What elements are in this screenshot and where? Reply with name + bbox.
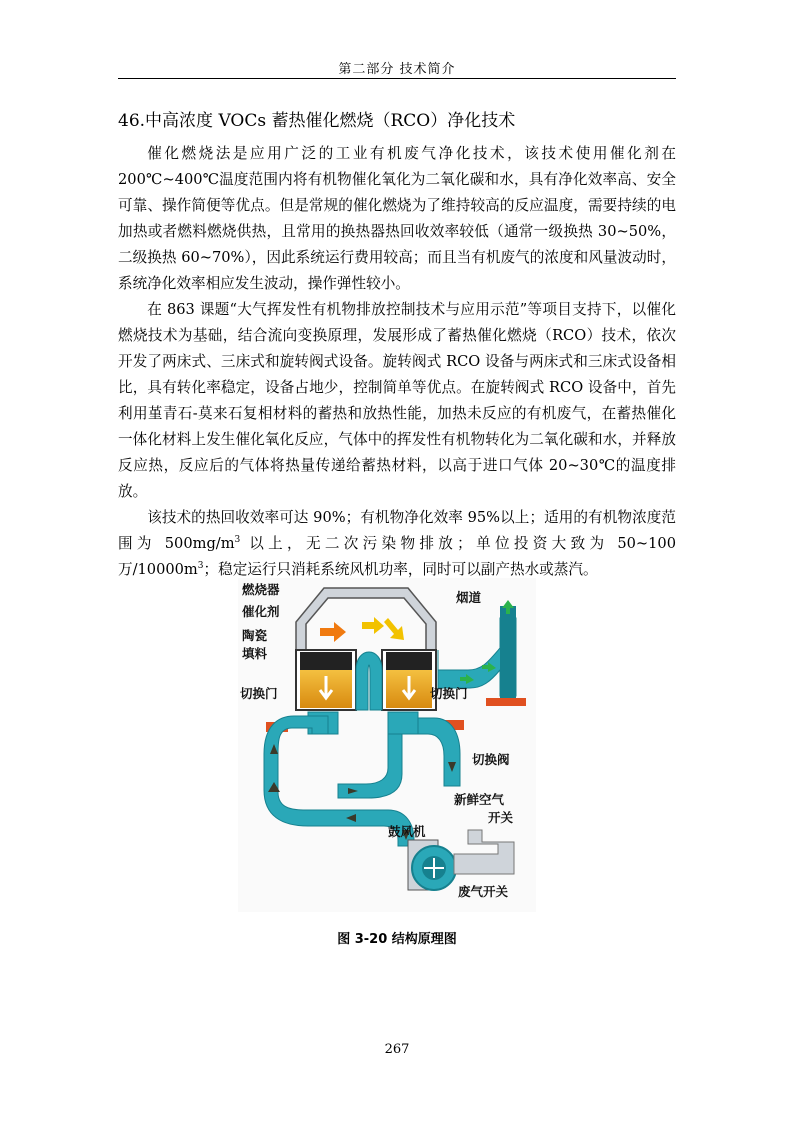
chimney-stack (500, 606, 516, 698)
rco-structure-diagram (238, 578, 536, 912)
figure-caption: 图 3-20 结构原理图 (337, 932, 457, 947)
label-catalyst: 催化剂 (242, 604, 280, 619)
right-regenerator-bed (382, 650, 436, 710)
section-title: 46.中高浓度 VOCs 蓄热催化燃烧（RCO）净化技术 (118, 111, 516, 131)
paragraph-3 (118, 505, 676, 583)
label-chimney: 烟道 (456, 590, 482, 605)
label-ceramic-1: 陶瓷 (242, 628, 268, 643)
page-number: 267 (384, 1042, 410, 1057)
switch-door-right-block (388, 712, 418, 734)
running-header: 第二部分 技术简介 (338, 62, 456, 77)
superscript-1: 3 (234, 535, 241, 546)
label-fresh-air-1: 新鲜空气 (454, 792, 505, 807)
paragraph-1: 催化燃烧法是应用广泛的工业有机废气净化技术，该技术使用催化剂在200℃~400℃温度范围内将有机物催化氧化为二氧化碳和水，具有净化效率高、安全可靠、操作简便等优点。但是常规的催化燃烧为了维持较高的反应温度，需要持续的电加热或者燃料燃烧供热，且常用的换热器热回收效率较低（通常一级换热 30~50%，二级换热 60~70%），因此系统运行费用较高；而且当有机废气的浓度和风量波动时，系统净化效率相应发生波动，操作弹性较小。 (118, 145, 676, 292)
superscript-2: 3 (197, 561, 204, 572)
paragraph-3-part-b: 以上，无二次污染物排放；单位投资大致为 50~100 万/10000m (118, 535, 676, 578)
body-text (118, 141, 676, 583)
label-switch-valve: 切换阀 (472, 752, 510, 767)
paragraph-3-part-c: ；稳定运行只消耗系统风机功率，同时可以副产热水或蒸汽。 (203, 561, 598, 578)
label-blower: 鼓风机 (388, 824, 426, 839)
label-burner: 燃烧器 (242, 582, 280, 597)
paragraph-3-part-a: 该技术的热回收效率可达 90%；有机物净化效率 95%以上；适用的有机物浓度范围为 500mg/m (118, 509, 676, 552)
label-fresh-air-2: 开关 (488, 810, 514, 825)
paragraph-2: 在 863 课题“大气挥发性有机物排放控制技术与应用示范”等项目支持下，以催化燃烧技术为基础，结合流向变换原理，发展形成了蓄热催化燃烧（RCO）技术，依次开发了两床式、三床式和旋转阀式设备。旋转阀式 RCO 设备与两床式和三床式设备相比，具有转化率稳定，设备占地少，控制简单等优点。在旋转阀式 RCO 设备中，首先利用堇青石-莫来石复相材料的蓄热和放热性能，加热未反应的有机废气，在蓄热催化一体化材料上发生催化氧化反应，气体中的挥发性有机物转化为二氧化碳和水，并释放反应热，反应后的气体将热量传递给蓄热材料，以高于进口气体 20~30℃的温度排放。 (118, 301, 676, 500)
label-switch-door-left: 切换门 (240, 686, 278, 701)
label-ceramic-2: 填料 (242, 646, 268, 661)
chimney-base (486, 698, 526, 706)
label-switch-door-right: 切换门 (430, 686, 468, 701)
left-regenerator-bed (296, 650, 356, 710)
label-exhaust-switch: 废气开关 (458, 884, 509, 899)
header-rule (118, 78, 676, 79)
